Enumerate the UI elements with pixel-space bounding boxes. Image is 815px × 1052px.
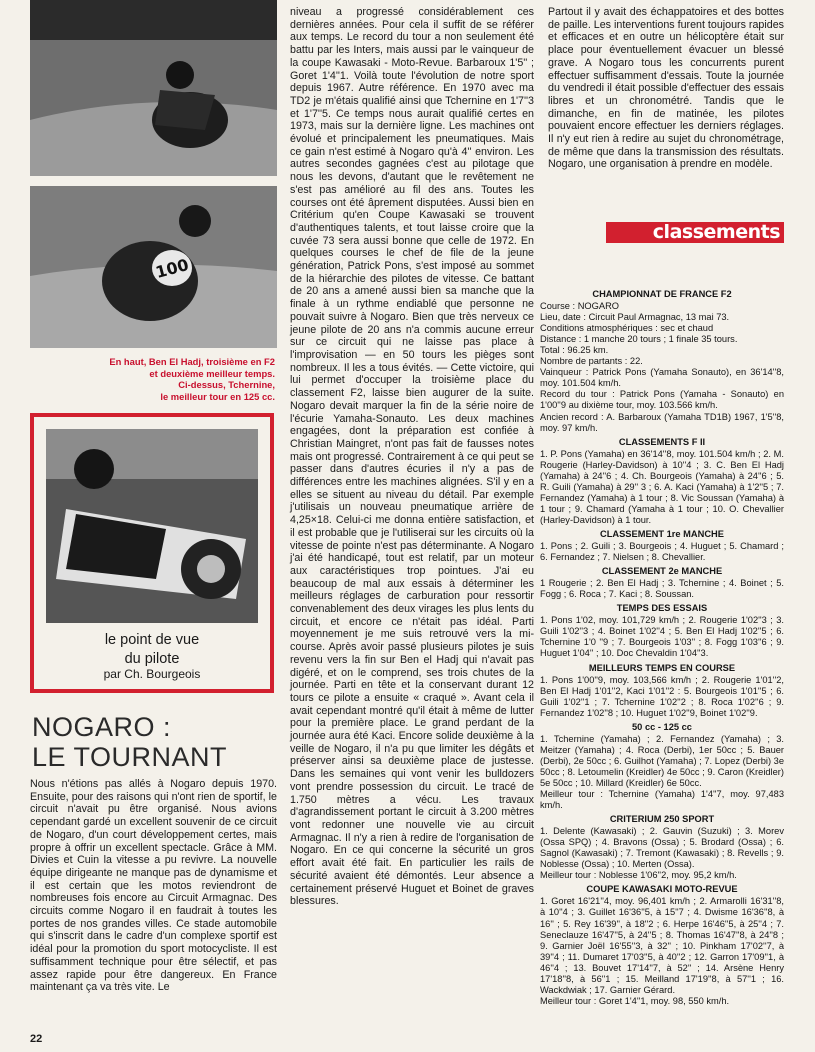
results-entry: Lieu, date : Circuit Paul Armagnac, 13 mai 73.: [540, 312, 730, 323]
results-entry: 1. Goret 16'21''4, moy. 96,401 km/h ; 2. Armarolli 16'31''8, à 10''4 ; 3. Guillet 16'36''5, à 15''7 ; 4. Dwisme 16'36''8, à 16'' ; 5. Rey 16'39'', à 18''2 ; 6. Herpe 16'46''5, à 25''4 ; 7. Seneclauze 16'47''5, à 24''5 ; 8. Thomas 16'47''8, à 24''8 ; 9. Garnier Joël 16'55''3, à 32'' ; 10. Pinkham 17'02''7, à 39''4 ; 11. Dumaret 17'03''5, à 40''2 ; 12. Garron 17'09''1, à 46''4 ; 13. Bouvet 17'14''7, à 52'' ; 14. Arsène Henry 17'18''8, à 56''1 ; 15. Meilland 17'19''8, à 57''1 ; 16. Wackdwiak ; 17. Garnier Gérard.: [540, 896, 784, 995]
results-entry: Nombre de partants : 22.: [540, 356, 643, 367]
photo-tchernine: [30, 186, 277, 348]
results-heading: COUPE KAWASAKI MOTO-REVUE: [586, 884, 738, 895]
caption-line: le meilleur tour en 125 cc.: [160, 390, 275, 402]
results-entry: 1 Rougerie ; 2. Ben El Hadj ; 3. Tchernine ; 4. Boinet ; 5. Fogg ; 6. Roca ; 7. Kaci ; 8. Soussan.: [540, 578, 784, 600]
results-entry: 1. Pons 1'00''9, moy. 103,566 km/h ; 2. Rougerie 1'01''2, Ben El Hadj 1'01''2, Kaci 1'01''2 : 5. Bourgeois 1'01''5 ; 6. Guili 1'02''1 ; 7. Tchernine 1'02''2 ; 8. Roca 1'02''6 ; 9. Fernandez 1'02''8 ; 10. Huguet 1'02''9, Boinet 1'02''9.: [540, 674, 784, 718]
results-entry: Meilleur tour : Tchernine (Yamaha) 1'4''7, moy. 97,483 km/h.: [540, 789, 784, 811]
results-entry: Distance : 1 manche 20 tours ; 1 finale 35 tours.: [540, 334, 738, 345]
box-title-line: le point de vue: [104, 632, 200, 648]
pilot-viewpoint-box: [30, 413, 274, 693]
headline-line: LE TOURNANT: [32, 742, 228, 772]
results-heading: CLASSEMENT 1re MANCHE: [600, 528, 724, 539]
results-entry: Record du tour : Patrick Pons (Yamaha - Sonauto) en 1'00''9 au dixième tour, moy. 103.566 km/h.: [540, 389, 784, 411]
classements-banner: classements: [606, 222, 784, 243]
caption-line: En haut, Ben El Hadj, troisième en F2: [109, 356, 275, 367]
results-entry: Ancien record : A. Barbaroux (Yamaha TD1B) 1967, 1'5''8, moy. 97 km/h.: [540, 411, 784, 433]
caption-line: Ci-dessus, Tchernine,: [178, 379, 275, 391]
motorcycle-photo-icon: [30, 186, 277, 348]
results-entry: 1. Pons 1'02, moy. 101,729 km/h ; 2. Rougerie 1'02''3 ; 3. Guili 1'02''3 ; 4. Boinet 1'02''4 ; 5. Ben El Hadj 1'02''5 ; 6. Tchernine 1'0 ''9 ; 7. Bourgeois 1'03'' ; 8. Fogg 1'03''6 ; 9. Huguet 1'04'' ; 10. Doc Chevaldin 1'04''3.: [540, 615, 784, 659]
photo-caption: [30, 356, 275, 402]
caption-line: et deuxième meilleur temps.: [149, 367, 275, 379]
box-title-line: du pilote: [124, 651, 180, 667]
results-entry: 1. Pons ; 2. Guili ; 3. Bourgeois ; 4. Huguet ; 5. Chamard ; 6. Fernandez ; 7. Nielsen ; 8. Chevallier.: [540, 541, 784, 563]
article-body-col2: niveau a progressé considérablement ces dernières années. Pour cela il suffit de se référer aux temps. Le record du tour a non seulement été battu par les Inters, mais aussi par le vainqueur de la coupe Kawasaki - Moto-Revue. Barbaroux 1'5'' ; Goret 1'4''1. Voilà toute l'évolution de notre sport depuis 1967. Autre référence. En 1970 avec ma TD2 je m'étais qualifié ainsi que Tchernine en 1'7''3 et 1'7''5. Ce temps nous aurait qualifié certes en 1973, mais sur la dernière ligne. Les machines ont évolué et principalement les pneumatiques. Mais ce gain n'est estimé à Nogaro qu'à 4'' environ. Les autres secondes gagnées c'est au pilotage que nous les devons, d'autant que le revêtement ne s'est pas amélioré au fil des ans. Toutes les courses ont été âprement disputées. Aussi bien en Critérium qu'en Coupe Kawasaki se trouvent d'authentiques talents, et tout laisse croire que la cuvée 73 sera aussi bonne que celle de 1972. En quelques courses le chef de file de la jeune génération, Patrick Pons, s'est imposé au sommet de la hiérarchie des pilotes de vitesse. Ce battant de 20 ans a amené aussi bien sa manche que la finale à un rythme endiablé que personne ne pouvait suivre à Nogaro. Bien que très nerveux ce jeune pilote de 20 ans n'a commis aucune erreur sur ce circuit qui ne laisse pas place à l'improvisation — en 50 tours les pièges sont nombreux. Il les a tous évités. — Cette victoire, qui lui permet d'occuper la troisième place du classement F2, laisse bien augurer de la suite. Nogaro devait marquer la fin de la série noire de l'écurie Yamaha-Sonauto. Les deux machines engagées, dont la préparation est confiée à Christian Maingret, n'ont pas fait de fausses notes mais ont progressé. Contrairement à ce qui peut se passer dans d'autres écuries il n'y a pas de différences entre les machines alignées. S'il y en a elles se situent au niveau du détail. Par exemple j'utilisais un nouveau pneumatique arrière de 4,25×18. Celui-ci me donna entière satisfaction, et il est probable que je l'utiliserai sur les circuits où la vitesse de pointe n'est pas déterminante. A Nogaro j'ai été handicapé, tout est relatif, par un moteur aux caractéristiques trop pointues. J'ai eu beaucoup de mal aux essais à déterminer les meilleurs réglages de carburation pour ressortir convenablement des deux virages les plus lents du circuit, et encore ce n'était pas idéal. Parti moyennement je me suis retrouvé vers la mi-course. Après avoir passé plusieurs pilotes je suis revenu vers la fin sur Ben el Hadj qui n'avait pas digéré, et on le comprend, ses trois chutes de la journée. Parti en tête et la conservant durant 12 tours ce pilote a ensuite « craqué ». Avant cela il avait cependant montré qu'il était à même de lutter pour la première place. Le grand perdant de la journée aura été Kaci. Encore solide deuxième à la veille de Nogaro, il n'a pu que limiter les dégâts et préserver ainsi sa deuxième place de justesse. Dans les semaines qui vont venir les bulldozers vont prendre possession du circuit. Le tracé de 1.750 mètres a vécu. Les travaux d'agrandissement portant le circuit à 3.200 mètres vont redonner une nouvelle vie au circuit Armagnac. Il n'y a rien à redire de l'organisation de Nogaro. En ce qui concerne la sécurité un gros effort avait été fait. En particulier les rails de sécurité avaient été démontés. Leur absence a certainement préservé Huguet et Boinet de graves blessures.: [290, 6, 534, 908]
article-body-col1: Nous n'étions pas allés à Nogaro depuis 1970. Ensuite, pour des raisons qui n'ont rien de sportif, le circuit n'avait pu être organisé. Nous avions cependant gardé un excellent souvenir de ce circuit de Nogaro, d'un court développement certes, mais propre à offrir un excellent spectacle. Grâce à MM. Divies et Cuin la vitesse a pu revivre. La nouvelle équipe dirigeante ne manque pas de dynamisme et il est certain que les motos reviendront de nombreuses fois encore au Circuit Armagnac. Des circuits comme Nogaro il en faudrait à toutes les portes de nos grandes villes. Ce stade automobile qui s'inscrit dans le cadre d'un complexe sportif est idéal pour la promotion du sport motocycliste. Il est suffisamment technique pour être sélectif, et pas assez rapide pour être dangereux. En France maintenant ça va très vite. Le: [30, 778, 277, 994]
results-heading: CLASSEMENTS F II: [618, 436, 706, 447]
photo-rider-sidebox: [46, 429, 258, 623]
results-heading: CLASSEMENT 2e MANCHE: [601, 566, 723, 577]
svg-text:100: 100: [153, 254, 191, 282]
results-heading: CHAMPIONNAT DE FRANCE F2: [592, 289, 732, 299]
results-entry: Total : 96.25 km.: [540, 345, 609, 356]
results-entry: 1. P. Pons (Yamaha) en 36'14''8, moy. 101.504 km/h ; 2. M. Rougerie (Harley-Davidson) à 10''4 ; 3. C. Ben El Hadj (Yamaha) à 24''6 ; 4. Ch. Bourgeois (Yamaha) à 24''6 ; 5. R. Guili (Yamaha) à 29'' 3 ; 6. A. Kaci (Yamaha) à 1'2''5 ; 7. Fernandez (Yamaha) à 1 tour ; 8. Vic Soussan (Yamaha) à 1 tour ; 9. Chamard (Yamaha à 1 tour ; 10. O. Chevallier (Harley-Davidson) à 1 tour.: [540, 448, 784, 525]
results-list: [540, 286, 784, 1007]
results-entry: 1. Tchernine (Yamaha) ; 2. Fernandez (Yamaha) ; 3. Meitzer (Yamaha) ; 4. Roca (Derbi), 1er 50cc ; 5. Bauer (Derbi), 2e 50cc ; 6. Guilhot (Yamaha) ; 7. Lopez (Derbi) 3e 50cc ; 8. Letoumelin (Kreidler) 4e 50cc ; 9. Caron (Kreidler) 5e 50cc ; 10. Millard (Kreidler) 6e 50cc.: [540, 733, 784, 788]
results-entry: 1. Delente (Kawasaki) ; 2. Gauvin (Suzuki) ; 3. Morev (Ossa SPQ) ; 4. Bravons (Ossa) ; 5. Brodard (Ossa) ; 6. Sagnol (Kawasaki) ; 7. Tremont (Kawasaki) ; 8. Revells ; 9. Noblesse (Ossa) ; 10. Merten (Ossa).: [540, 826, 784, 870]
results-entry: Meilleur tour : Noblesse 1'06''2, moy. 95,2 km/h.: [540, 870, 737, 881]
photo-ben-el-hadj: [30, 0, 277, 176]
headline-line: NOGARO :: [32, 712, 172, 742]
motorcycle-photo-icon: [30, 0, 277, 176]
results-entry: Conditions atmosphériques : sec et chaud: [540, 323, 714, 334]
results-entry: Course : NOGARO: [540, 301, 620, 312]
results-entry: Vainqueur : Patrick Pons (Yamaha Sonauto), en 36'14''8, moy. 101.504 km/h.: [540, 367, 784, 389]
results-entry: Meilleur tour : Goret 1'4''1, moy. 98, 550 km/h.: [540, 995, 730, 1006]
box-byline: par Ch. Bourgeois: [103, 667, 201, 681]
box-title: [34, 631, 270, 669]
motorcycle-photo-icon: [46, 429, 258, 623]
results-heading: TEMPS DES ESSAIS: [616, 603, 708, 614]
results-heading: 50 cc - 125 cc: [632, 721, 692, 732]
page-number: 22: [30, 1033, 43, 1045]
article-body-col3: Partout il y avait des échappatoires et des bottes de paille. Les interventions furent toujours rapides et efficaces et en outre un hélicoptère était sur place pour éventuellement évacuer un blessé grave. A Nogaro tous les concurrents purent effectuer suffisamment d'essais. Toute la journée du vendredi il était possible d'effectuer des essais libres et un chronométré. Tandis que le dimanche, en fin de matinée, les pilotes pouvaient encore effectuer les derniers réglages. Il n'y eut rien à redire au sujet du chronométrage, de même que dans la transmission des résultats. Nogaro, une organisation à prendre en modèle.: [548, 6, 784, 171]
results-heading: MEILLEURS TEMPS EN COURSE: [588, 662, 736, 673]
article-headline: [32, 712, 280, 772]
results-heading: CRITERIUM 250 SPORT: [609, 814, 715, 825]
